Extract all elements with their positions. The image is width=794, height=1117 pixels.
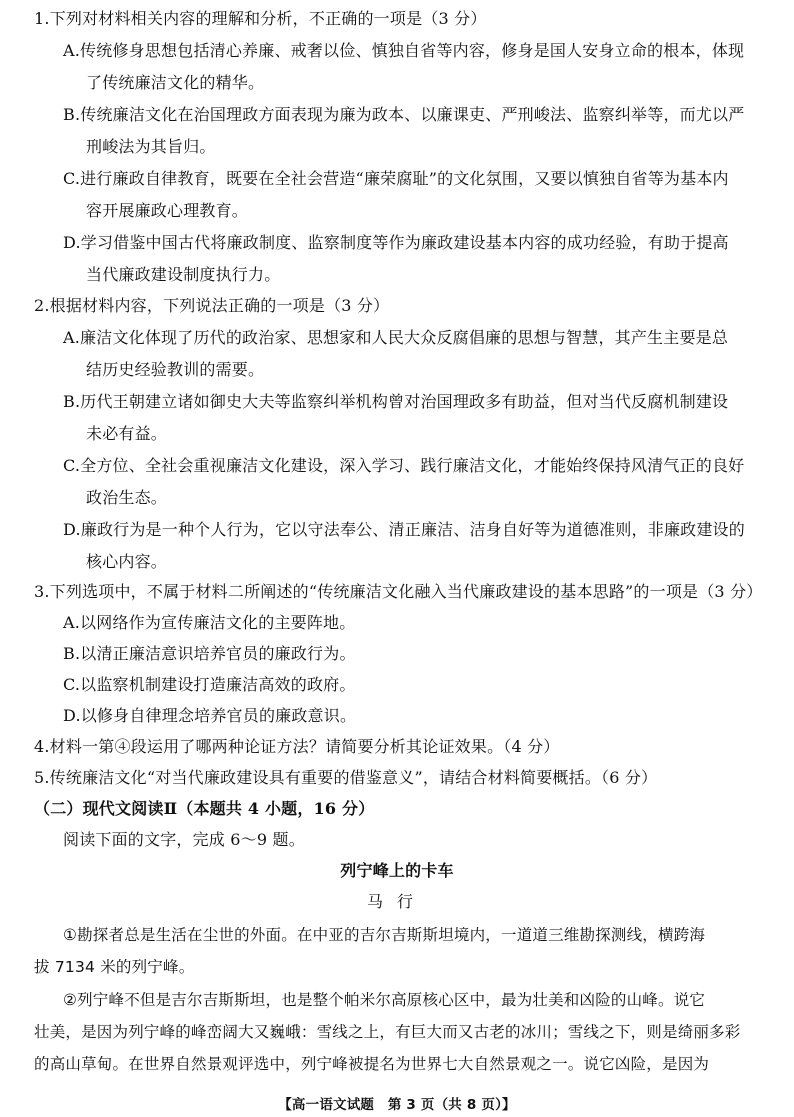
question-1-option-c-cont: 容开展廉政心理教育。: [86, 201, 249, 220]
question-1-option-b: B.传统廉洁文化在治国理政方面表现为廉为政本、以廉课吏、严刑峻法、监察纠举等，而尤以严: [63, 105, 745, 124]
question-1-stem: 1.下列对材料相关内容的理解和分析，不正确的一项是（3 分）: [34, 9, 487, 28]
question-1-option-d: D.学习借鉴中国古代将廉政制度、监察制度等作为廉政建设基本内容的成功经验，有助于提高: [63, 233, 729, 252]
page-footer: 【高一语文试题 第 3 页（共 8 页）】: [278, 1097, 516, 1113]
question-2-option-a-cont: 结历史经验教训的需要。: [86, 360, 265, 379]
question-4: 4.材料一第④段运用了哪两种论证方法？请简要分析其论证效果。（4 分）: [34, 737, 560, 756]
question-3-stem: 3.下列选项中，不属于材料二所阐述的“传统廉洁文化融入当代廉政建设的基本思路”的一项是（3 分）: [34, 582, 763, 601]
question-2-stem: 2.根据材料内容，下列说法正确的一项是（3 分）: [34, 296, 390, 315]
question-1-option-c: C.进行廉政自律教育，既要在全社会营造“廉荣腐耻”的文化氛围，又要以慎独自省等为基本内: [63, 169, 729, 188]
question-1-option-a: A.传统修身思想包括清心养廉、戒奢以俭、慎独自省等内容，修身是国人安身立命的根本，体现: [63, 41, 745, 60]
question-5: 5.传统廉洁文化“对当代廉政建设具有重要的借鉴意义”，请结合材料简要概括。（6 分）: [34, 768, 658, 787]
question-3-option-d: D.以修身自律理念培养官员的廉政意识。: [63, 706, 357, 725]
question-1-option-b-cont: 刑峻法为其旨归。: [86, 137, 216, 156]
reading-instruction: 阅读下面的文字，完成 6～9 题。: [63, 830, 305, 849]
question-3-option-c: C.以监察机制建设打造廉洁高效的政府。: [63, 675, 356, 694]
question-2-option-b: B.历代王朝建立诸如御史大夫等监察纠举机构曾对治国理政多有助益，但对当代反腐机制建设: [63, 392, 729, 411]
paragraph-2: ②列宁峰不但是吉尔吉斯斯坦，也是整个帕米尔高原核心区中，最为壮美和凶险的山峰。说它: [63, 991, 706, 1009]
section-heading: （二）现代文阅读Ⅱ（本题共 4 小题，16 分）: [34, 799, 375, 818]
question-1-option-a-cont: 了传统廉洁文化的精华。: [86, 73, 265, 92]
question-2-option-a: A.廉洁文化体现了历代的政治家、思想家和人民大众反腐倡廉的思想与智慧，其产生主要是总: [63, 328, 729, 347]
question-2-option-c: C.全方位、全社会重视廉洁文化建设，深入学习、践行廉洁文化，才能始终保持风清气正的良好: [63, 456, 745, 475]
question-2-option-b-cont: 未必有益。: [86, 424, 168, 443]
question-2-option-c-cont: 政治生态。: [86, 488, 168, 507]
question-1-option-d-cont: 当代廉政建设制度执行力。: [86, 265, 281, 284]
paragraph-2-cont-1: 壮美，是因为列宁峰的峰峦阔大又巍峨：雪线之上，有巨大而又古老的冰川；雪线之下，则是绮丽多彩: [34, 1023, 741, 1041]
article-title: 列宁峰上的卡车: [340, 861, 454, 880]
question-3-option-a: A.以网络作为宣传廉洁文化的主要阵地。: [63, 613, 356, 632]
question-2-option-d-cont: 核心内容。: [86, 552, 168, 571]
article-author: 马行: [366, 892, 427, 911]
paragraph-1: ①勘探者总是生活在尘世的外面。在中亚的吉尔吉斯斯坦境内，一道道三维勘探测线，横跨海: [63, 926, 706, 944]
question-2-option-d: D.廉政行为是一种个人行为，它以守法奉公、清正廉洁、洁身自好等为道德准则，非廉政建设的: [63, 520, 745, 539]
question-3-option-b: B.以清正廉洁意识培养官员的廉政行为。: [63, 644, 356, 663]
paragraph-1-cont: 拔 7134 米的列宁峰。: [34, 958, 195, 976]
paragraph-2-cont-2: 的高山草甸。在世界自然景观评选中，列宁峰被提名为世界七大自然景观之一。说它凶险，是因为: [34, 1055, 710, 1073]
